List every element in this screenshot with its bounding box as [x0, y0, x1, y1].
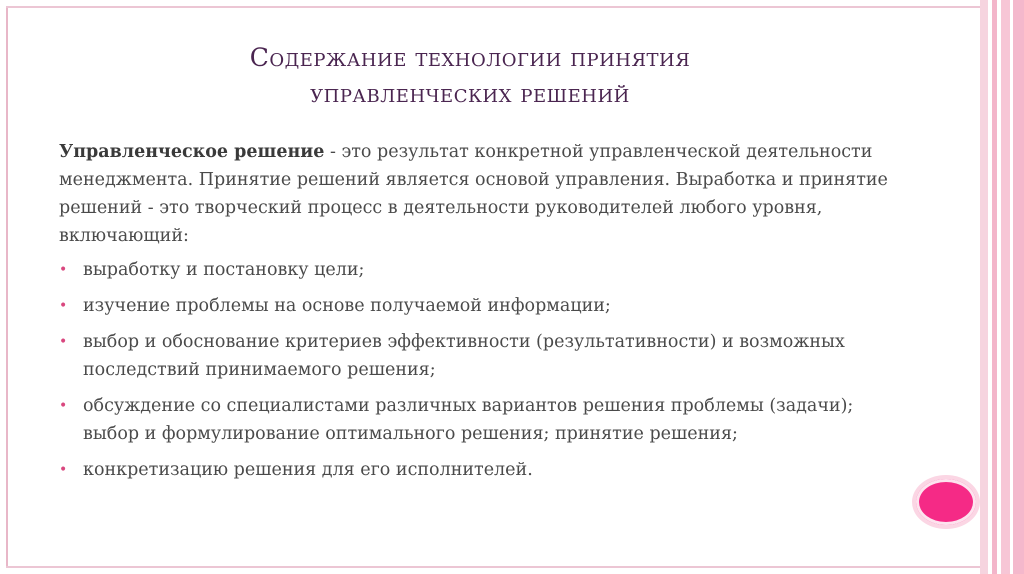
bullet-icon: •	[59, 334, 68, 350]
bullet-icon: •	[59, 462, 68, 478]
bullet-text: обсуждение со специалистами различных вариантов решения проблемы (задачи); выбор и формулирование оптимального решения; принятие решения;	[83, 396, 854, 444]
bullet-list	[59, 256, 889, 484]
slide-frame-top-line	[6, 6, 980, 8]
bullet-item	[59, 456, 889, 484]
bullet-item	[59, 256, 889, 284]
decorative-pink-circle	[916, 479, 976, 525]
bullet-text: выработку и постановку цели;	[83, 260, 365, 280]
slide-frame-left-line	[6, 6, 8, 568]
bullet-icon: •	[59, 262, 68, 278]
intro-term: Управленческое решение	[59, 142, 325, 162]
slide-title-line-2: управленческих решений	[310, 79, 630, 108]
slide-title-line-1: Содержание технологии принятия	[249, 43, 691, 72]
bullet-item	[59, 392, 889, 448]
slide-title	[90, 40, 850, 112]
bullet-text: выбор и обоснование критериев эффективности (результативности) и возможных последствий принимаемого решения;	[83, 332, 845, 380]
bullet-text: конкретизацию решения для его исполнителей.	[83, 460, 533, 480]
bullet-item	[59, 292, 889, 320]
bullet-item	[59, 328, 889, 384]
slide-body	[59, 138, 889, 492]
bullet-text: изучение проблемы на основе получаемой информации;	[83, 296, 611, 316]
slide-frame-bottom-line	[6, 566, 980, 568]
decorative-pink-stripes	[980, 0, 1024, 574]
bullet-icon: •	[59, 298, 68, 314]
bullet-icon: •	[59, 398, 68, 414]
intro-paragraph	[59, 138, 889, 250]
intro-text: - это результат конкретной управленческой деятельности менеджмента. Принятие решений является основой управления. Выработка и принятие решений - это творческий процесс в деятельности руководителей любого уровня, включающий:	[59, 142, 888, 246]
